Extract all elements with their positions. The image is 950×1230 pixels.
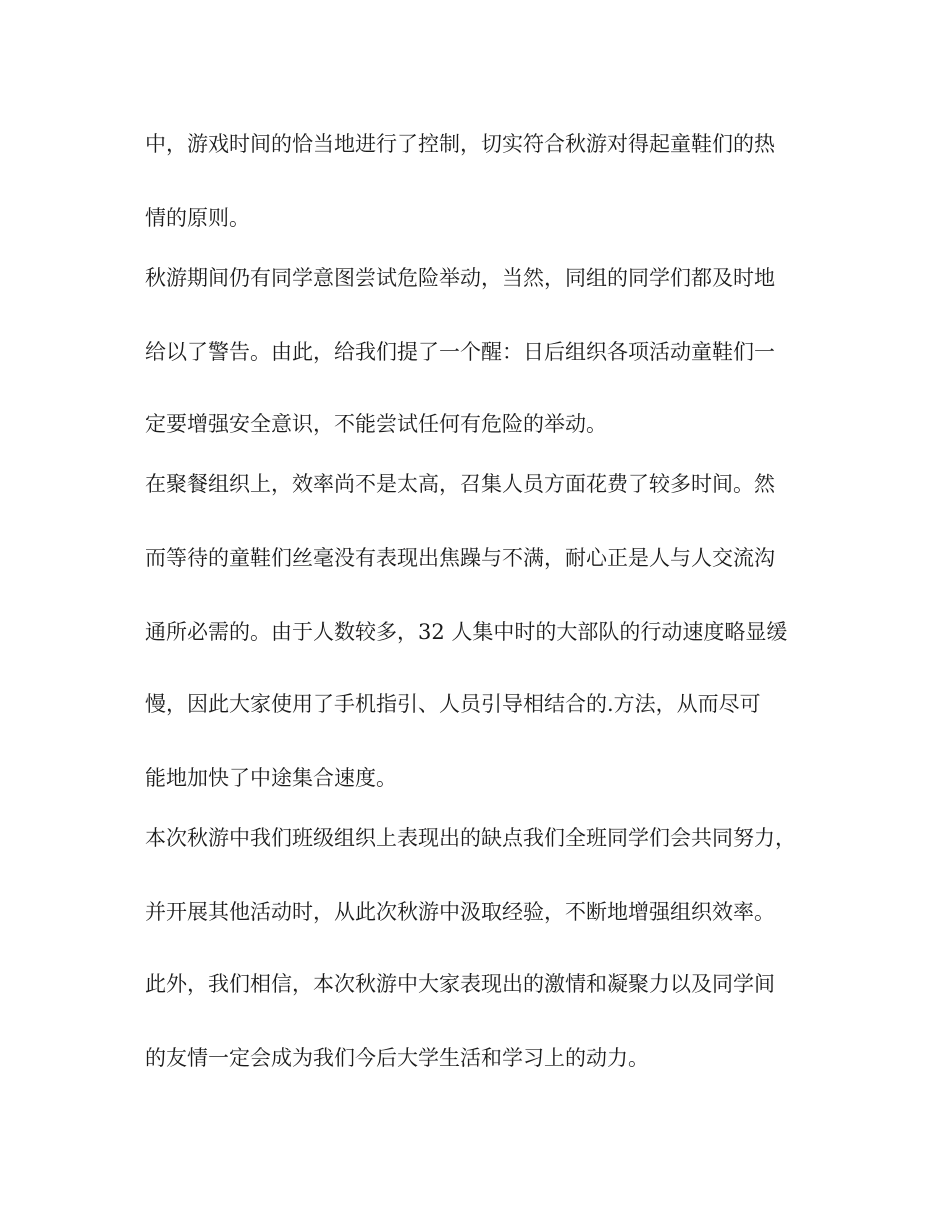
paragraph-2-line-2: 给以了警告。由此，给我们提了一个醒：日后组织各项活动童鞋们一 (145, 340, 775, 364)
paragraph-4-line-1: 本次秋游中我们班级组织上表现出的缺点我们全班同学们会共同努力， (145, 826, 796, 850)
paragraph-3-line-1: 在聚餐组织上，效率尚不是太高，召集人员方面花费了较多时间。然 (145, 472, 775, 496)
paragraph-1-line-2: 情的原则。 (145, 206, 250, 230)
paragraph-4-line-3: 此外，我们相信，本次秋游中大家表现出的激情和凝聚力以及同学间 (145, 972, 775, 996)
paragraph-1-line-1: 中，游戏时间的恰当地进行了控制，切实符合秋游对得起童鞋们的热 (145, 132, 775, 156)
paragraph-2-line-1: 秋游期间仍有同学意图尝试危险举动，当然，同组的同学们都及时地 (145, 266, 775, 290)
paragraph-3-line-2: 而等待的童鞋们丝毫没有表现出焦躁与不满，耐心正是人与人交流沟 (145, 546, 775, 570)
paragraph-3-line-4: 慢，因此大家使用了手机指引、人员引导相结合的.方法，从而尽可 (145, 692, 761, 716)
paragraph-3-line-5: 能地加快了中途集合速度。 (145, 766, 397, 790)
paragraph-3-line-3: 通所必需的。由于人数较多，32 人集中时的大部队的行动速度略显缓 (145, 620, 788, 644)
paragraph-4-line-4: 的友情一定会成为我们今后大学生活和学习上的动力。 (145, 1046, 649, 1070)
paragraph-2-line-3: 定要增强安全意识，不能尝试任何有危险的举动。 (145, 412, 607, 436)
paragraph-4-line-2: 并开展其他活动时，从此次秋游中汲取经验，不断地增强组织效率。 (145, 900, 775, 924)
